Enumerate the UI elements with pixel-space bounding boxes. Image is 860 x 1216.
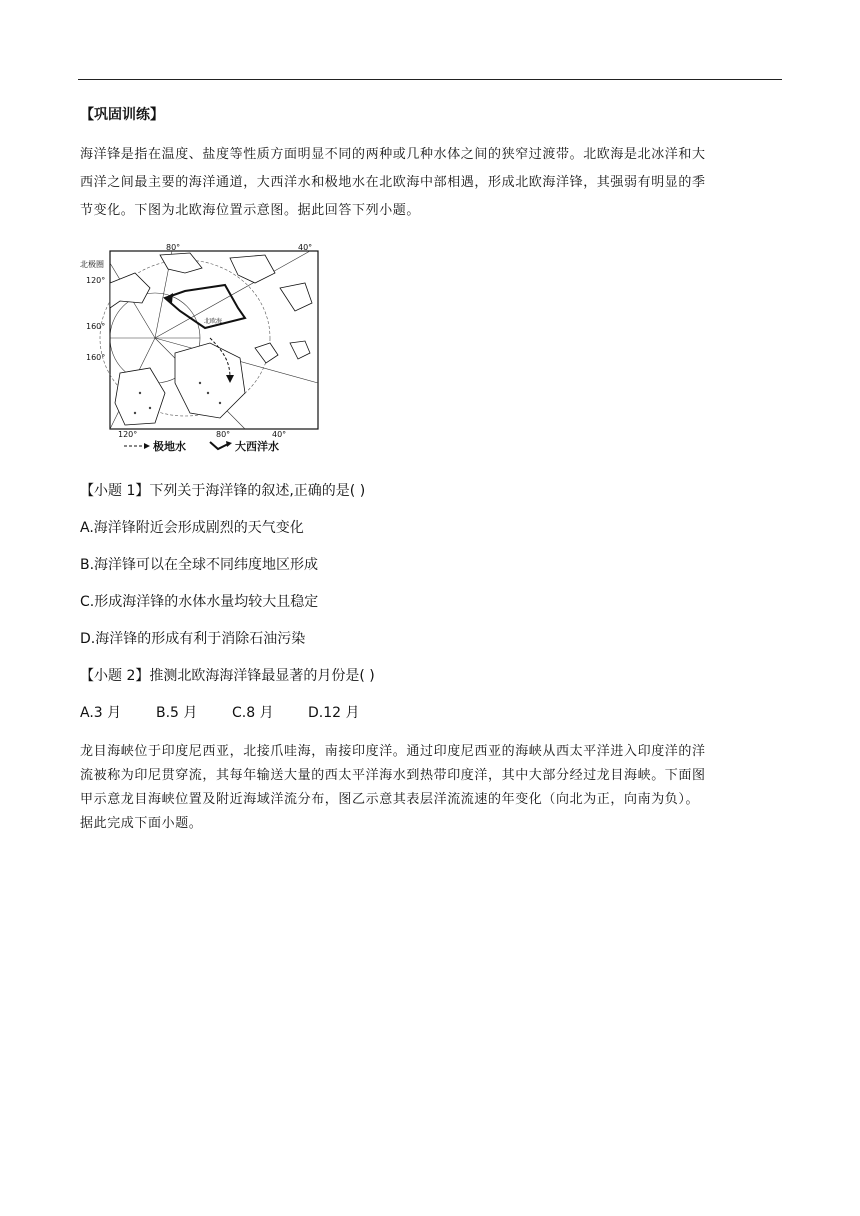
label-nordic-sea: 北欧海 bbox=[204, 318, 223, 325]
question-2-options bbox=[80, 702, 384, 722]
label-lon-160-b: 160° bbox=[86, 353, 106, 362]
question-2-option-d: D.12 月 bbox=[308, 705, 360, 721]
passage-1-line: 节变化。下图为北欧海位置示意图。据此回答下列小题。 bbox=[80, 203, 421, 218]
passage-1 bbox=[80, 141, 780, 225]
question-1-option-d: D.海洋锋的形成有利于消除石油污染 bbox=[80, 631, 306, 647]
question-1-option-b: B.海洋锋可以在全球不同纬度地区形成 bbox=[80, 557, 319, 573]
question-2-option-b: B.5 月 bbox=[156, 705, 198, 721]
label-lon-80-bottom: 80° bbox=[216, 430, 231, 439]
passage-1-line: 西洋之间最主要的海洋通道，大西洋水和极地水在北欧海中部相遇，形成北欧海洋锋，其强弱有明显的季 bbox=[80, 175, 706, 190]
passage-1-line: 海洋锋是指在温度、盐度等性质方面明显不同的两种或几种水体之间的狭窄过渡带。北欧海是北冰洋和大 bbox=[80, 147, 706, 162]
label-arctic-circle: 北极圈 bbox=[80, 260, 104, 269]
passage-2-line: 据此完成下面小题。 bbox=[80, 816, 203, 831]
passage-2-line: 流被称为印尼贯穿流，其每年输送大量的西太平洋海水到热带印度洋，其中大部分经过龙目海峡。下面图 bbox=[80, 768, 706, 783]
label-lon-40-bottom: 40° bbox=[272, 430, 287, 439]
question-2-option-a: A.3 月 bbox=[80, 705, 122, 721]
section-heading: 【巩固训练】 bbox=[80, 107, 164, 123]
label-lon-80-top: 80° bbox=[166, 243, 181, 252]
label-lon-160-a: 160° bbox=[86, 322, 106, 331]
passage-2-line: 甲示意龙目海峡位置及附近海域洋流分布，图乙示意其表层洋流流速的年变化（向北为正，向南为负）。 bbox=[80, 792, 700, 807]
question-1-stem: 【小题 1】下列关于海洋锋的叙述,正确的是( ) bbox=[80, 483, 366, 499]
passage-2-line: 龙目海峡位于印度尼西亚，北接爪哇海，南接印度洋。通过印度尼西亚的海峡从西太平洋进入印度洋的洋 bbox=[80, 744, 706, 759]
question-2-option-c: C.8 月 bbox=[232, 705, 274, 721]
label-lon-120-left: 120° bbox=[86, 276, 106, 285]
question-1-option-a: A.海洋锋附近会形成剧烈的天气变化 bbox=[80, 520, 304, 536]
label-lon-40-top: 40° bbox=[298, 243, 313, 252]
label-lon-120-bottom: 120° bbox=[118, 430, 138, 439]
legend-polar-water: 极地水 bbox=[153, 440, 186, 453]
question-1-option-c: C.形成海洋锋的水体水量均较大且稳定 bbox=[80, 594, 319, 610]
question-2-stem: 【小题 2】推测北欧海海洋锋最显著的月份是( ) bbox=[80, 668, 375, 684]
legend-atlantic-water: 大西洋水 bbox=[235, 440, 279, 453]
passage-2 bbox=[80, 740, 780, 836]
header-rule bbox=[78, 79, 782, 80]
nordic-sea-map bbox=[80, 243, 324, 455]
